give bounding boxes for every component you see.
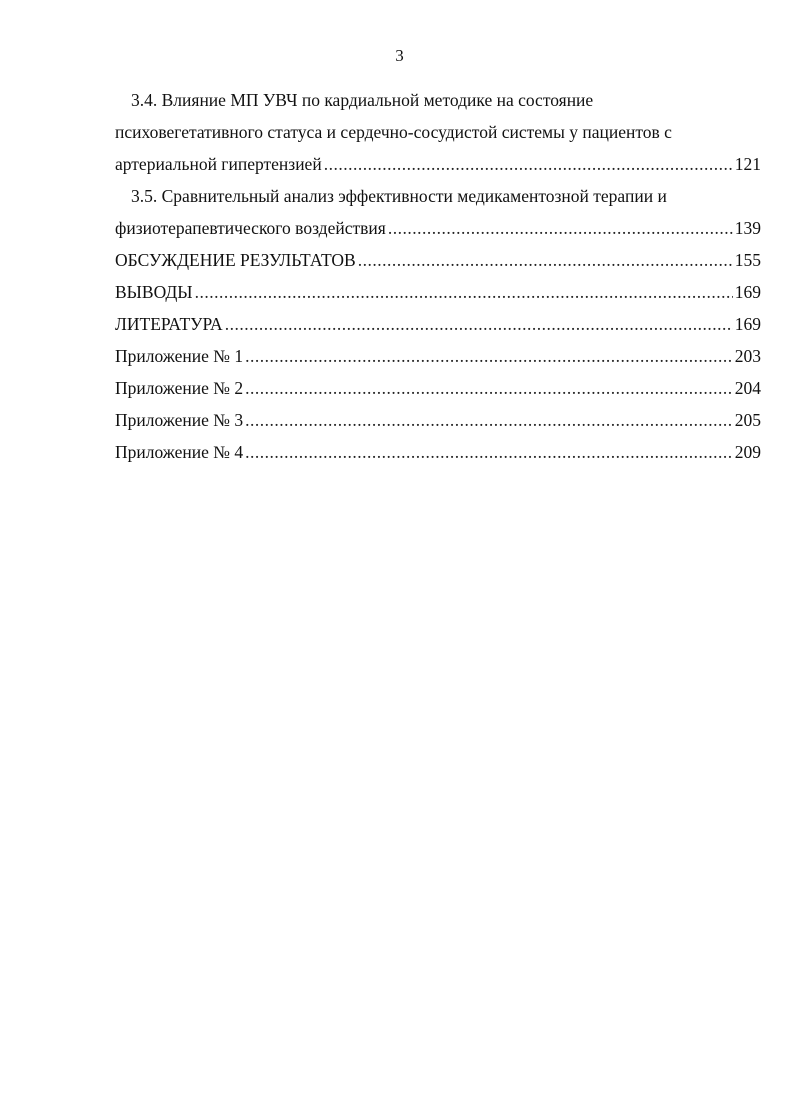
toc-page-number: 205 bbox=[734, 410, 761, 430]
toc-entry-text: физиотерапевтического воздействия bbox=[115, 218, 386, 238]
toc-page-number: 209 bbox=[734, 442, 761, 462]
toc-page-number: 121 bbox=[734, 154, 761, 174]
toc-page-number: 203 bbox=[734, 346, 761, 366]
table-of-contents bbox=[115, 84, 761, 468]
dot-leader bbox=[324, 148, 733, 180]
toc-entry-text: Приложение № 3 bbox=[115, 410, 244, 430]
dot-leader bbox=[245, 340, 733, 372]
toc-entry-3-5-line-1 bbox=[115, 180, 761, 212]
page-number: 3 bbox=[395, 46, 404, 65]
toc-page-number: 155 bbox=[734, 250, 761, 270]
dot-leader bbox=[388, 212, 733, 244]
dot-leader bbox=[225, 308, 733, 340]
toc-entry-3-5-line-2 bbox=[115, 212, 761, 244]
toc-entry-text: Приложение № 1 bbox=[115, 346, 244, 366]
toc-entry-discussion bbox=[115, 244, 761, 276]
toc-page-number: 204 bbox=[734, 378, 761, 398]
toc-page-number: 169 bbox=[734, 314, 761, 334]
toc-entry-literature bbox=[115, 308, 761, 340]
toc-entry-text: ВЫВОДЫ bbox=[115, 282, 193, 302]
toc-entry-text: ОБСУЖДЕНИЕ РЕЗУЛЬТАТОВ bbox=[115, 250, 356, 270]
toc-entry-text: артериальной гипертензией bbox=[115, 154, 322, 174]
toc-entry-conclusions bbox=[115, 276, 761, 308]
toc-entry-text: психовегетативного статуса и сердечно-сосудистой системы у пациентов с bbox=[115, 122, 672, 142]
toc-entry-appendix-1 bbox=[115, 340, 761, 372]
toc-entry-text: ЛИТЕРАТУРА bbox=[115, 314, 223, 334]
toc-entry-3-4-line-1 bbox=[115, 84, 761, 116]
toc-page-number: 139 bbox=[734, 218, 761, 238]
toc-entry-text: 3.5. Сравнительный анализ эффективности медикаментозной терапии и bbox=[131, 186, 667, 206]
toc-entry-text: Приложение № 2 bbox=[115, 378, 244, 398]
toc-page-number: 169 bbox=[734, 282, 761, 302]
toc-entry-text: Приложение № 4 bbox=[115, 442, 244, 462]
dot-leader bbox=[195, 276, 733, 308]
dot-leader bbox=[245, 404, 733, 436]
toc-entry-appendix-3 bbox=[115, 404, 761, 436]
dot-leader bbox=[358, 244, 733, 276]
toc-entry-appendix-4 bbox=[115, 436, 761, 468]
toc-entry-3-4-line-3 bbox=[115, 148, 761, 180]
dot-leader bbox=[245, 436, 733, 468]
toc-entry-3-4-line-2 bbox=[115, 116, 761, 148]
toc-entry-appendix-2 bbox=[115, 372, 761, 404]
dot-leader bbox=[245, 372, 733, 404]
toc-entry-text: 3.4. Влияние МП УВЧ по кардиальной методике на состояние bbox=[131, 90, 594, 110]
